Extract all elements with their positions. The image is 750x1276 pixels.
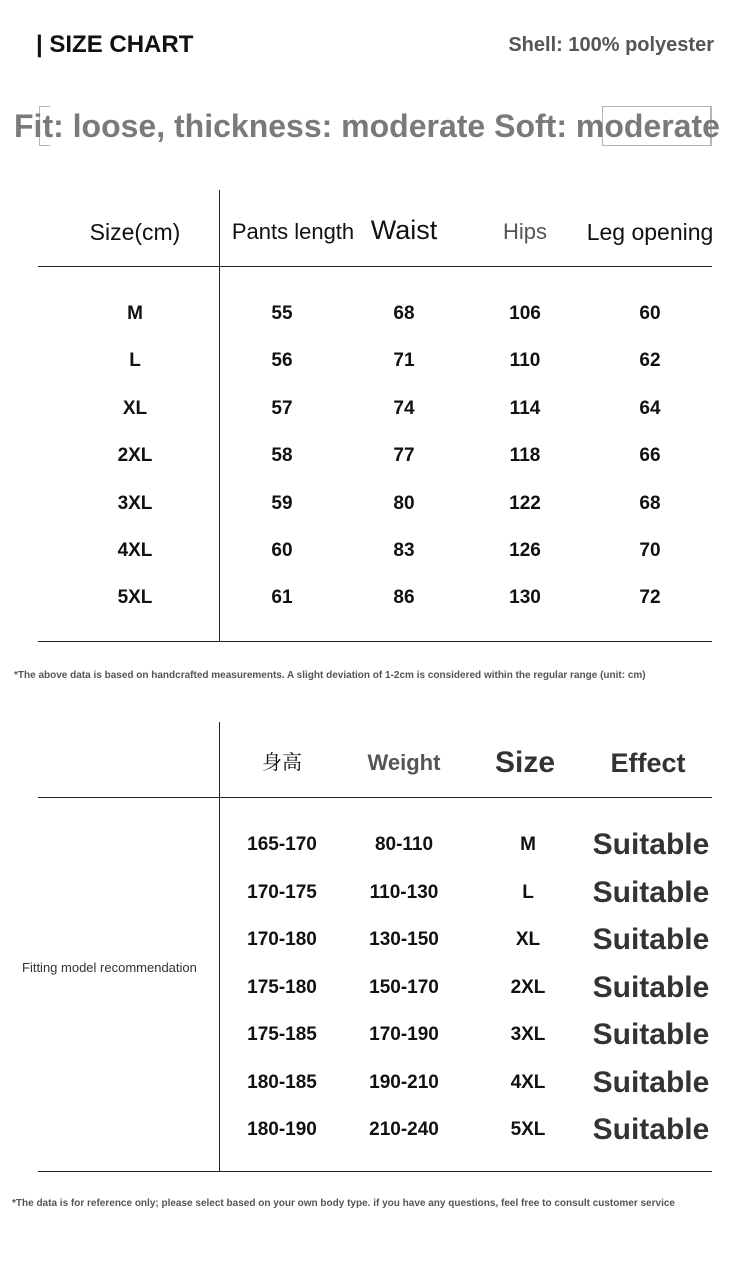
fit-table-cell-r4-c3: Suitable <box>592 1018 710 1051</box>
size-table-bottom-rule <box>38 641 712 642</box>
size-table-cell-r5-c1: 60 <box>271 540 293 561</box>
fit-table-cell-r4-c0: 175-185 <box>247 1024 317 1045</box>
fit-table-cell-r6-c2: 5XL <box>510 1119 546 1140</box>
fit-table-cell-r2-c2: XL <box>515 929 541 950</box>
fit-table-cell-r0-c3: Suitable <box>592 828 710 861</box>
size-table-cell-r1-c0: L <box>129 350 141 372</box>
size-table-cell-r5-c4: 70 <box>639 540 661 561</box>
fit-table-cell-r3-c1: 150-170 <box>369 976 439 998</box>
fit-table-cell-r1-c3: Suitable <box>592 875 710 909</box>
size-table-cell-r6-c1: 61 <box>271 587 293 609</box>
fit-table-note: *The data is for reference only; please select based on your own body type. if you have any questions, feel free to consult customer service <box>12 1198 675 1209</box>
fit-table-cell-r6-c0: 180-190 <box>247 1119 317 1140</box>
fit-table-cell-r6-c1: 210-240 <box>369 1119 439 1140</box>
size-table-cell-r1-c1: 56 <box>271 350 293 372</box>
size-table-header-3: Hips <box>502 219 547 244</box>
size-table-cell-r3-c1: 58 <box>271 445 293 467</box>
size-table-cell-r0-c3: 106 <box>509 303 541 324</box>
size-table-cell-r4-c4: 68 <box>639 492 661 514</box>
size-table-cell-r5-c0: 4XL <box>117 540 153 561</box>
fit-table-cell-r2-c3: Suitable <box>592 923 710 956</box>
fit-table-cell-r4-c2: 3XL <box>510 1024 546 1045</box>
size-table-cell-r0-c2: 68 <box>393 303 415 324</box>
size-table-cell-r2-c0: XL <box>122 397 148 419</box>
fit-description: Fit: loose, thickness: moderate Soft: moderate <box>14 108 720 144</box>
size-table-cell-r6-c3: 130 <box>509 587 541 609</box>
size-table-cell-r6-c0: 5XL <box>117 587 153 609</box>
fit-table-cell-r5-c3: Suitable <box>592 1065 710 1099</box>
fit-table-cell-r3-c0: 175-180 <box>247 976 317 998</box>
size-table-cell-r0-c4: 60 <box>639 303 661 324</box>
size-table-cell-r4-c1: 59 <box>271 492 293 514</box>
size-table-cell-r3-c0: 2XL <box>117 445 153 467</box>
fit-table-header-rule <box>38 797 712 798</box>
size-table-cell-r2-c4: 64 <box>639 397 661 419</box>
size-table-cell-r4-c2: 80 <box>393 492 415 514</box>
size-table-header-4: Leg opening <box>586 219 714 245</box>
size-table-cell-r3-c3: 118 <box>509 445 541 467</box>
fit-table-cell-r1-c0: 170-175 <box>247 881 317 903</box>
fit-table-header-1: Weight <box>367 750 441 775</box>
fit-table-cell-r5-c2: 4XL <box>510 1071 546 1093</box>
size-table-divider-vertical <box>219 190 220 642</box>
size-table-cell-r3-c2: 77 <box>393 445 415 467</box>
fit-table-cell-r6-c3: Suitable <box>592 1113 710 1146</box>
size-table-cell-r4-c3: 122 <box>509 492 541 514</box>
fit-table-cell-r2-c1: 130-150 <box>369 929 439 950</box>
size-table-cell-r1-c3: 110 <box>509 350 541 372</box>
fit-table-cell-r3-c2: 2XL <box>510 976 546 998</box>
fit-table-header-2: Size <box>494 746 556 779</box>
fit-table-header-0: 身高 <box>262 752 302 774</box>
size-table-cell-r5-c3: 126 <box>509 540 541 561</box>
fit-table-cell-r5-c1: 190-210 <box>369 1071 439 1093</box>
size-table-cell-r5-c2: 83 <box>393 540 415 561</box>
fit-table-header-3: Effect <box>610 748 686 778</box>
size-table-cell-r4-c0: 3XL <box>117 492 153 514</box>
size-table-note: *The above data is based on handcrafted measurements. A slight deviation of 1-2cm is considered within the regular range (unit: cm) <box>14 670 646 681</box>
fit-table-cell-r0-c1: 80-110 <box>374 834 434 855</box>
fit-table-cell-r2-c0: 170-180 <box>247 929 317 950</box>
fitting-model-label: Fitting model recommendation <box>22 960 197 975</box>
size-table-header-rule <box>38 266 712 267</box>
size-table-cell-r0-c1: 55 <box>271 303 293 324</box>
size-table-cell-r2-c1: 57 <box>271 397 293 419</box>
fit-table-cell-r3-c3: Suitable <box>592 970 710 1004</box>
fit-table-cell-r0-c2: M <box>520 834 536 855</box>
size-table-header-1: Pants length <box>231 219 355 244</box>
fit-table-cell-r4-c1: 170-190 <box>369 1024 439 1045</box>
size-table-cell-r1-c2: 71 <box>393 350 415 372</box>
fit-table-bottom-rule <box>38 1171 712 1172</box>
size-table-cell-r2-c3: 114 <box>509 397 541 419</box>
size-table-header-0: Size(cm) <box>89 219 181 245</box>
fit-table-cell-r0-c0: 165-170 <box>247 834 317 855</box>
size-table-cell-r3-c4: 66 <box>639 445 661 467</box>
size-table-cell-r0-c0: M <box>127 303 143 324</box>
size-table-cell-r1-c4: 62 <box>639 350 661 372</box>
shell-material: Shell: 100% polyester <box>508 34 714 56</box>
fit-table-cell-r5-c0: 180-185 <box>247 1071 317 1093</box>
size-table-cell-r6-c4: 72 <box>639 587 661 609</box>
fit-table-cell-r1-c1: 110-130 <box>369 881 439 903</box>
size-table-cell-r2-c2: 74 <box>393 397 415 419</box>
size-table-header-2: Waist <box>370 215 438 245</box>
fit-table-cell-r1-c2: L <box>522 881 534 903</box>
size-table-cell-r6-c2: 86 <box>393 587 415 609</box>
size-chart-title: | SIZE CHART <box>36 31 194 58</box>
